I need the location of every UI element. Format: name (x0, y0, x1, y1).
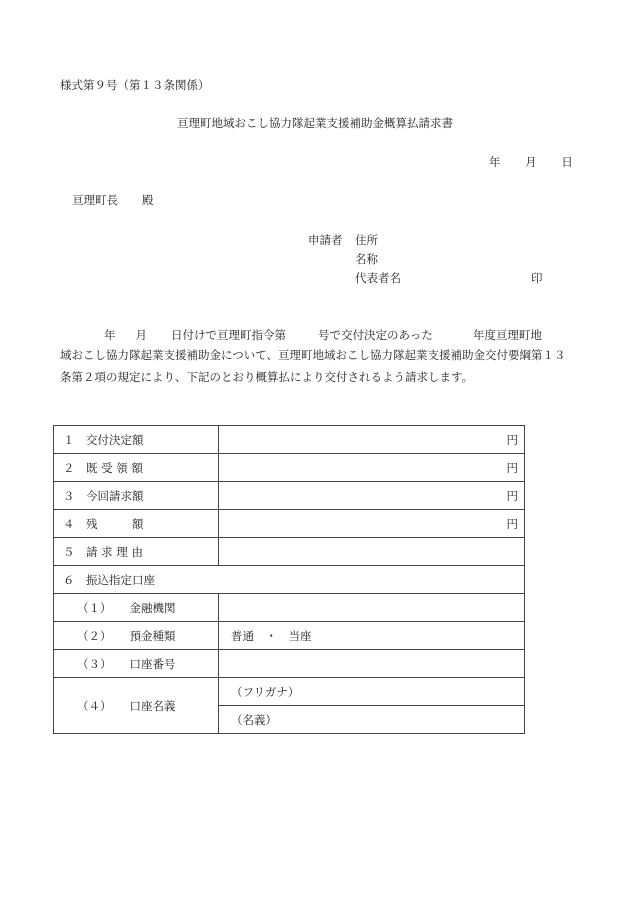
row-label: １ 交付決定額 (54, 426, 219, 454)
account-sub-label (54, 678, 219, 734)
bank-field[interactable] (219, 594, 525, 622)
deposit-type-field[interactable]: 普通 ・ 当座 (219, 622, 525, 650)
body-text-a: 日付けで亘理町指令第 (171, 328, 286, 342)
account-sub-label (54, 594, 219, 622)
row-label: ３ 今回請求額 (54, 482, 219, 510)
sub-num: （３） (77, 656, 112, 671)
table-row (54, 454, 525, 482)
body-line-3: 条第２項の規定により、下記のとおり概算払により交付されるよう請求します。 (60, 370, 474, 384)
account-header: ６ 振込指定口座 (54, 566, 525, 594)
table-row (54, 622, 525, 650)
row-value[interactable]: 円 (219, 454, 525, 482)
account-holder-field[interactable]: （名義） (219, 706, 525, 734)
date-year: 年 (489, 155, 501, 169)
sub-name: 口座名義 (129, 698, 176, 713)
body-line-1 (60, 330, 542, 342)
address-label: 住所 (355, 233, 378, 247)
name-label: 名称 (355, 252, 378, 266)
row-label: ４ 残 額 (54, 510, 219, 538)
body-year: 年 (104, 328, 116, 342)
table-row (54, 510, 525, 538)
seal-mark: 印 (531, 271, 543, 285)
furigana-field[interactable]: （フリガナ） (219, 678, 525, 706)
sub-num: （２） (77, 628, 112, 643)
table-row (54, 426, 525, 454)
request-reason-field[interactable] (219, 538, 525, 566)
account-number-field[interactable] (219, 650, 525, 678)
document-title: 亘理町地域おこし協力隊起業支援補助金概算払請求書 (177, 116, 453, 130)
row-label: ５ 請 求 理 由 (54, 538, 219, 566)
table-row (54, 482, 525, 510)
request-table (53, 425, 525, 734)
row-value[interactable]: 円 (219, 510, 525, 538)
table-row (54, 650, 525, 678)
addressee-honorific: 殿 (142, 193, 154, 207)
sub-name: 金融機関 (129, 600, 176, 615)
addressee (72, 195, 154, 207)
addressee-name: 亘理町長 (72, 193, 118, 207)
body-text-c: 年度亘理町地 (472, 328, 542, 342)
date-month: 月 (525, 155, 537, 169)
applicant-label: 申請者 (308, 233, 343, 247)
form-number: 様式第９号（第１３条関係） (60, 78, 210, 92)
table-row (54, 594, 525, 622)
table-row (54, 538, 525, 566)
table-row (54, 678, 525, 706)
date-line (489, 157, 573, 169)
row-value[interactable]: 円 (219, 426, 525, 454)
sub-num: （４） (77, 698, 112, 713)
account-sub-label (54, 650, 219, 678)
table-row (54, 566, 525, 594)
body-line-2: 域おこし協力隊起業支援補助金について、亘理町地域おこし協力隊起業支援補助金交付要綱第１３ (60, 348, 566, 362)
body-month: 月 (135, 328, 147, 342)
date-day: 日 (561, 155, 573, 169)
account-sub-label (54, 622, 219, 650)
representative-label: 代表者名 (355, 271, 401, 285)
body-text-b: 号で交付決定のあった (318, 328, 433, 342)
row-label: ２ 既 受 領 額 (54, 454, 219, 482)
sub-name: 口座番号 (129, 656, 176, 671)
sub-name: 預金種類 (129, 628, 176, 643)
row-value[interactable]: 円 (219, 482, 525, 510)
sub-num: （１） (77, 600, 112, 615)
